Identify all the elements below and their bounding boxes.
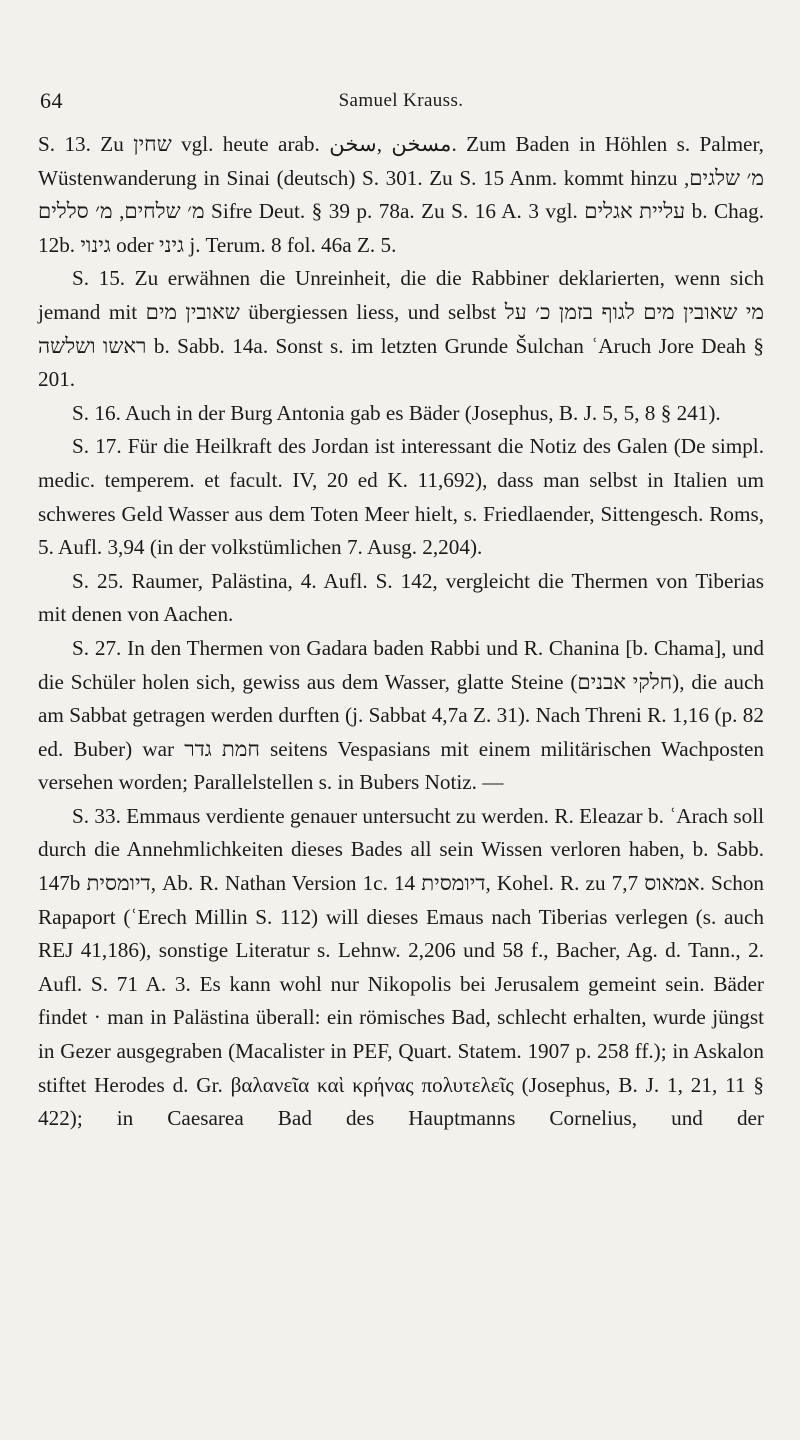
page-header	[38, 88, 764, 128]
note-paragraph-s16: S. 16. Auch in der Burg Antonia gab es Bäder (Josephus, B. J. 5, 5, 8 § 241).	[72, 400, 721, 425]
note-paragraph-s25: S. 25. Raumer, Palästina, 4. Aufl. S. 142, vergleicht die Thermen von Tiberias mit denen von Aachen.	[38, 568, 764, 627]
note-paragraph-s33: S. 33. Emmaus verdiente genauer untersucht zu werden. R. Eleazar b. ʿArach soll durch die Annehmlichkeiten dieses Bades all sein Wissen verloren haben, b. Sabb. 147b דיומסית, Ab. R. Nathan Version 1c. 14 דיומסית, Kohel. R. zu 7,7 אמאוס. Schon Rapaport (ʿErech Millin S. 112) will dieses Emaus nach Tiberias verlegen (s. auch REJ 41,186), sonstige Literatur s. Lehnw. 2,206 und 58 f., Bacher, Ag. d. Tann., 2. Aufl. S. 71 A. 3. Es kann wohl nur Nikopolis bei Jerusalem gemeint sein. Bäder findet · man in Palästina überall: ein römisches Bad, schlecht erhalten, wurde jüngst in Gezer ausgegraben (Macalister in PEF, Quart. Statem. 1907 p. 258 ff.); in Askalon stiftet Herodes d. Gr. βαλανεῖα καὶ κρήνας πολυτελεῖς (Josephus, B. J. 1, 21, 11 § 422); in Caesarea Bad des Hauptmanns Cornelius, und der	[38, 803, 765, 1131]
note-paragraph-s15: S. 15. Zu erwähnen die Unreinheit, die die Rabbiner deklarierten, wenn sich jemand mit שאובין מים übergiessen liess, und selbst מי שאובין מים לגוף בזמן כ׳ על ראשו ושלשה b. Sabb. 14a. Sonst s. im letzten Grunde Šulchan ʿAruch Jore Deah § 201.	[38, 266, 764, 392]
note-paragraph-s13: S. 13. Zu שחין vgl. heute arab. مسخن ,سخن. Zum Baden in Höhlen s. Palmer, Wüstenwanderung in Sinai (deutsch) S. 301. Zu S. 15 Anm. kommt hinzu מ׳ שלגים, מ׳ שלחים, מ׳ סללים Sifre Deut. § 39 p. 78a. Zu S. 16 A. 3 vgl. עליית אגלים b. Chag. 12b. גינוי oder גיני j. Terum. 8 fol. 46a Z. 5.	[38, 132, 764, 257]
running-head: Samuel Krauss.	[338, 90, 464, 111]
book-page	[0, 88, 800, 1440]
page-number: 64	[40, 88, 63, 113]
note-paragraph-s27: S. 27. In den Thermen von Gadara baden Rabbi und R. Chanina [b. Chama], und die Schüler holen sich, gewiss aus dem Wasser, glatte Steine (חלקי אבנים), die auch am Sabbat getragen werden durften (j. Sabbat 4,7a Z. 31). Nach Threni R. 1,16 (p. 82 ed. Buber) war חמת גדר seitens Vespasians mit einem militärischen Wachposten versehen worden; Parallelstellen s. in Bubers Notiz. —	[38, 635, 765, 795]
note-paragraph-s17: S. 17. Für die Heilkraft des Jordan ist interessant die Notiz des Galen (De simpl. medic. temperem. et facult. IV, 20 ed K. 11,692), dass man selbst in Italien um schweres Geld Wasser aus dem Toten Meer hielt, s. Friedlaender, Sittengesch. Roms, 5. Aufl. 3,94 (in der volkstümlichen 7. Ausg. 2,204).	[38, 434, 764, 560]
body-text	[38, 128, 764, 1136]
